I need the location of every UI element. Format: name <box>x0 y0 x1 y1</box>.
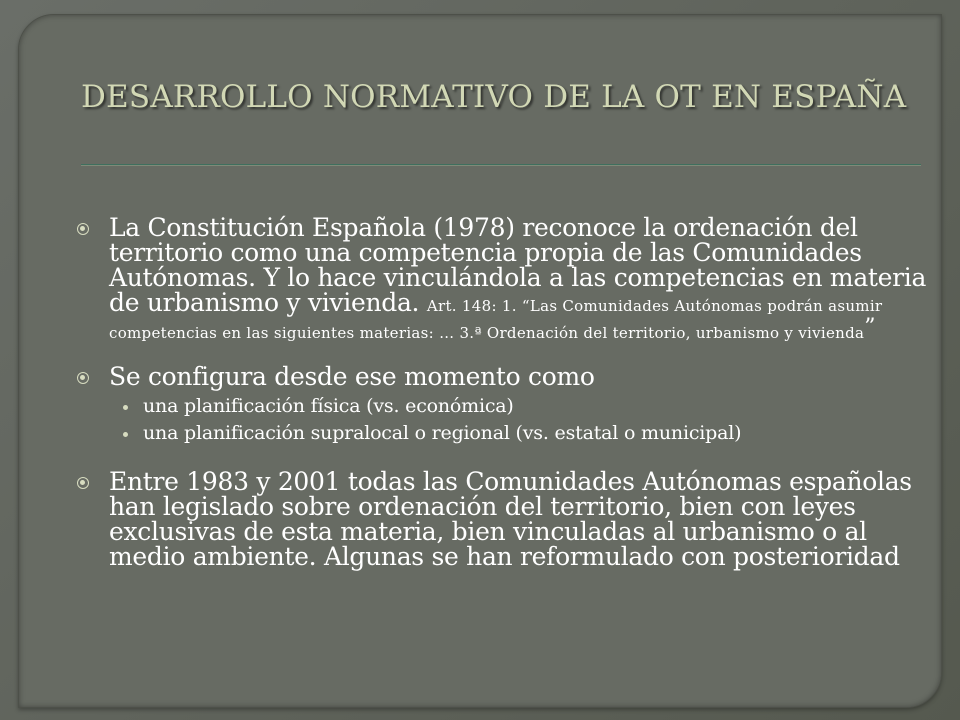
circle-bullet-icon <box>77 372 89 384</box>
dot-bullet-icon <box>123 405 128 410</box>
title-divider <box>81 164 921 166</box>
citation-close-quote: ” <box>864 315 876 340</box>
sub-item-text: una planificación supralocal o regional (vs. estatal o municipal) <box>143 422 742 444</box>
sub-item-text: una planificación física (vs. económica) <box>143 395 514 417</box>
slide <box>18 14 942 708</box>
bullet-configura <box>77 364 927 389</box>
bullet-text: Entre 1983 y 2001 todas las Comunidades Autónomas españolas han legislado sobre ordenación del territorio, bien con leyes exclusivas de esta materia, bien vinculadas al urbanismo o al medio ambiente. Algunas se han reformulado con posterioridad <box>109 467 912 571</box>
circle-bullet-icon <box>77 223 89 235</box>
sub-list-item <box>113 420 927 447</box>
bullet-constitucion <box>77 215 927 342</box>
sub-list <box>77 393 927 447</box>
circle-bullet-icon <box>77 477 89 489</box>
slide-title: DESARROLLO NORMATIVO DE LA OT EN ESPAÑA <box>81 79 907 115</box>
bullet-legislacion <box>77 469 927 569</box>
slide-content <box>77 210 927 569</box>
dot-bullet-icon <box>123 432 128 437</box>
bullet-citation: Art. 148: 1. “Las Comunidades Autónomas podrán asumir competencias en las siguientes materias: … 3.ª Ordenación del territorio, urbanismo y vivienda <box>109 297 883 342</box>
bullet-text: Se configura desde ese momento como <box>109 362 595 391</box>
sub-list-item <box>113 393 927 420</box>
bullet-text: La Constitución Española (1978) reconoce la ordenación del territorio como una competencia propia de las Comunidades Autónomas. Y lo hace vinculándola a las competencias en materia de urbanismo y vivienda. <box>109 213 927 317</box>
